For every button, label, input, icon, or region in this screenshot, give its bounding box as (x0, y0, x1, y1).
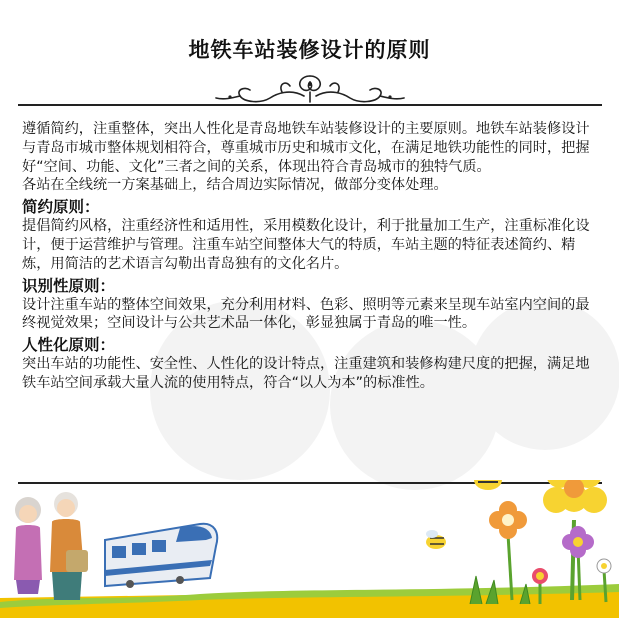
elderly-couple-icon (14, 492, 88, 600)
section-heading-humanization: 人性化原则： (22, 336, 116, 355)
article-body (22, 120, 602, 393)
title-ornament-icon (210, 72, 410, 106)
bee-icon (426, 530, 446, 549)
section-heading-identity: 识别性原则： (22, 276, 116, 295)
top-divider (18, 104, 602, 106)
section-text-simplicity: 提倡简约风格，注重经济性和适用性，采用模数化设计，利于批量加工生产，注重标准化设计，便于运营维护与管理。注重车站空间整体大气的特质，车站主题的特征表述简约、精炼，用简洁的艺术语言勾勒出青岛独有的文化名片。 (22, 218, 590, 272)
section-text-identity: 设计注重车站的整体空间效果，充分利用材料、色彩、照明等元素来呈现车站室内空间的最终视觉效果；空间设计与公共艺术品一体化，彰显独属于青岛的唯一性。 (22, 296, 590, 332)
decorative-scene (0, 480, 619, 618)
section-heading-simplicity: 简约原则： (22, 198, 100, 217)
section-text-humanization: 突出车站的功能性、安全性、人性化的设计特点，注重建筑和装修构建尺度的把握，满足地铁车站空间承载大量人流的使用特点，符合“以人为本”的标准性。 (22, 356, 590, 391)
intro-paragraph: 遵循简约，注重整体，突出人性化是青岛地铁车站装修设计的主要原则。地铁车站装修设计与青岛市城市整体规划相符合，尊重城市历史和城市文化，在满足地铁功能性的同时，把握好“空间、功能、文化”三者之间的关系，体现出符合青岛城市的独特气质。 (22, 121, 590, 175)
intro-paragraph: 各站在全线统一方案基础上，结合周边实际情况，做部分变体处理。 (22, 177, 448, 194)
bee-icon (474, 480, 502, 490)
page-title: 地铁车站装修设计的原则 (188, 38, 431, 62)
train-icon (105, 524, 217, 588)
